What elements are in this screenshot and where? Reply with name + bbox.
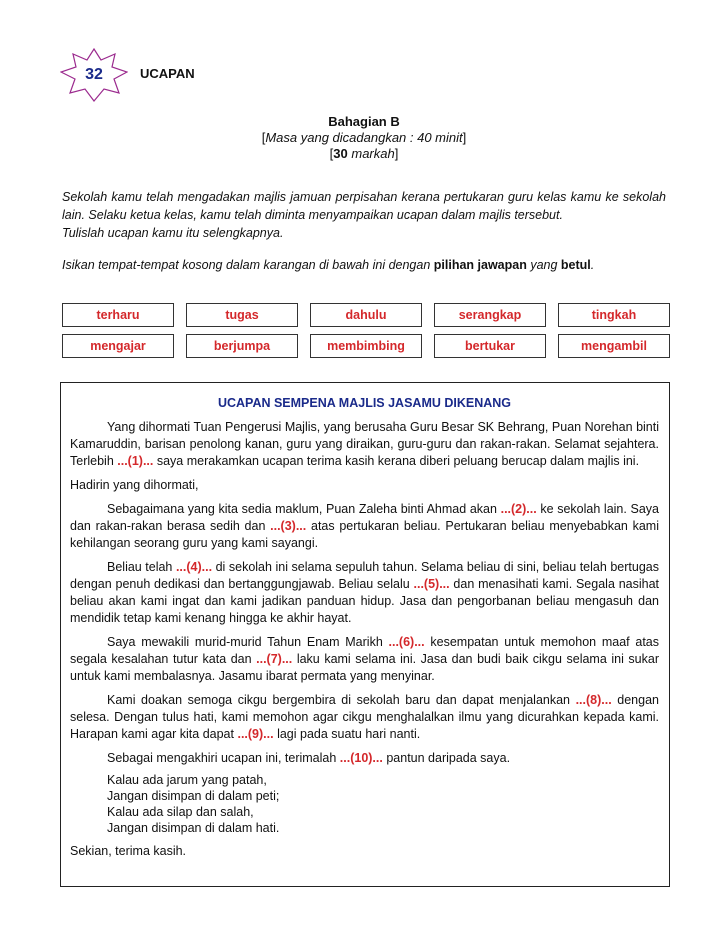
blank-1[interactable]: ...(1)...: [117, 454, 154, 468]
pantun: [107, 772, 659, 836]
marks: [30 markah]: [329, 146, 399, 161]
blank-5[interactable]: ...(5)...: [413, 577, 450, 591]
essay-box: [60, 382, 670, 887]
pantun-line: Jangan disimpan di dalam hati.: [107, 821, 280, 835]
instruction-task: Sekolah kamu telah mengadakan majlis jamuan perpisahan kerana pertukaran guru kelas kamu ke sekolah lain. Selaku ketua kelas, kamu telah diminta menyampaikan ucapan dalam majlis tersebut.: [62, 190, 666, 222]
choice-box[interactable]: terharu: [62, 303, 174, 327]
blank-2[interactable]: ...(2)...: [500, 502, 537, 516]
choice-box[interactable]: serangkap: [434, 303, 546, 327]
pantun-line: Kalau ada silap dan salah,: [107, 805, 254, 819]
question-number: 32: [85, 66, 103, 83]
essay-paragraph-4: Beliau telah ...(4)... di sekolah ini selama sepuluh tahun. Selama beliau di sini, beliau telah bertugas dengan penuh dedikasi dan bertanggungjawab. Beliau selalu ...(5)... dan menasihati kami. Segala nasihat beliau akan kami ingat dan kami jadikan panduan hidup. Jasa dan pengorbanan beliau mengasuh dan mendidik tetap kami kenang hingga ke akhir hayat.: [70, 560, 659, 625]
essay-title: UCAPAN SEMPENA MAJLIS JASAMU DIKENANG: [217, 396, 512, 410]
choice-row-1: [62, 303, 670, 327]
choice-box[interactable]: mengambil: [558, 334, 670, 358]
choice-box[interactable]: membimbing: [310, 334, 422, 358]
essay-paragraph-3: Sebagaimana yang kita sedia maklum, Puan Zaleha binti Ahmad akan ...(2)... ke sekolah lain. Saya dan rakan-rakan berasa sedih dan ...(3)... atas pertukaran beliau. Pertukaran beliau menyebabkan kami kehilangan seorang guru yang kami sayangi.: [70, 502, 659, 550]
blank-9[interactable]: ...(9)...: [237, 727, 274, 741]
essay-paragraph-7: Sebagai mengakhiri ucapan ini, terimalah ...(10)... pantun daripada saya.: [107, 751, 511, 765]
pantun-line: Kalau ada jarum yang patah,: [107, 773, 267, 787]
choice-box[interactable]: dahulu: [310, 303, 422, 327]
instructions: [62, 188, 666, 274]
essay-closing: Sekian, terima kasih.: [70, 844, 187, 858]
essay-paragraph-6: Kami doakan semoga cikgu bergembira di sekolah baru dan dapat menjalankan ...(8)... dengan selesa. Dengan tulus hati, kami memohon agar cikgu menghalalkan ilmu yang dicurahkan kepada kami. Harapan kami agar kita dapat ...(9)... lagi pada suatu hari nanti.: [70, 693, 659, 741]
time-allowed: [Masa yang dicadangkan : 40 minit]: [261, 130, 467, 145]
choice-box[interactable]: mengajar: [62, 334, 174, 358]
pantun-line: Jangan disimpan di dalam peti;: [107, 789, 280, 803]
essay-paragraph-5: Saya mewakili murid-murid Tahun Enam Marikh ...(6)... kesempatan untuk memohon maaf atas segala kesalahan tutur kata dan ...(7)... laku kami selama ini. Jasa dan budi baik cikgu selama ini sukar untuk kami membalasnya. Jasamu ibarat permata yang menyinar.: [70, 635, 660, 683]
blank-6[interactable]: ...(6)...: [388, 635, 425, 649]
choice-box[interactable]: tingkah: [558, 303, 670, 327]
answer-choices: [62, 303, 670, 365]
instruction-write: Tulislah ucapan kamu itu selengkapnya.: [62, 226, 284, 240]
blank-4[interactable]: ...(4)...: [175, 560, 213, 574]
choice-box[interactable]: tugas: [186, 303, 298, 327]
section-title: UCAPAN: [140, 66, 195, 81]
choice-box[interactable]: bertukar: [434, 334, 546, 358]
essay-paragraph-2: Hadirin yang dihormati,: [70, 478, 199, 492]
question-header: [60, 48, 360, 104]
blank-3[interactable]: ...(3)...: [270, 519, 307, 533]
choice-row-2: [62, 334, 670, 358]
part-info: [0, 114, 728, 162]
part-title: Bahagian B: [328, 114, 400, 129]
instruction-fill: Isikan tempat-tempat kosong dalam karangan di bawah ini dengan pilihan jawapan yang betul.: [62, 258, 595, 272]
essay-paragraph-1: Yang dihormati Tuan Pengerusi Majlis, yang berusaha Guru Besar SK Behrang, Puan Norehan binti Kamaruddin, barisan penolong kanan, guru yang diraikan, guru-guru dan rakan-rakan. Selamat sejahtera. Terlebih ...(1)... saya merakamkan ucapan terima kasih kerana diberi peluang berucap dalam majlis ini.: [70, 420, 659, 468]
blank-8[interactable]: ...(8)...: [575, 693, 612, 707]
choice-box[interactable]: berjumpa: [186, 334, 298, 358]
blank-10[interactable]: ...(10)...: [339, 751, 383, 765]
blank-7[interactable]: ...(7)...: [256, 652, 293, 666]
